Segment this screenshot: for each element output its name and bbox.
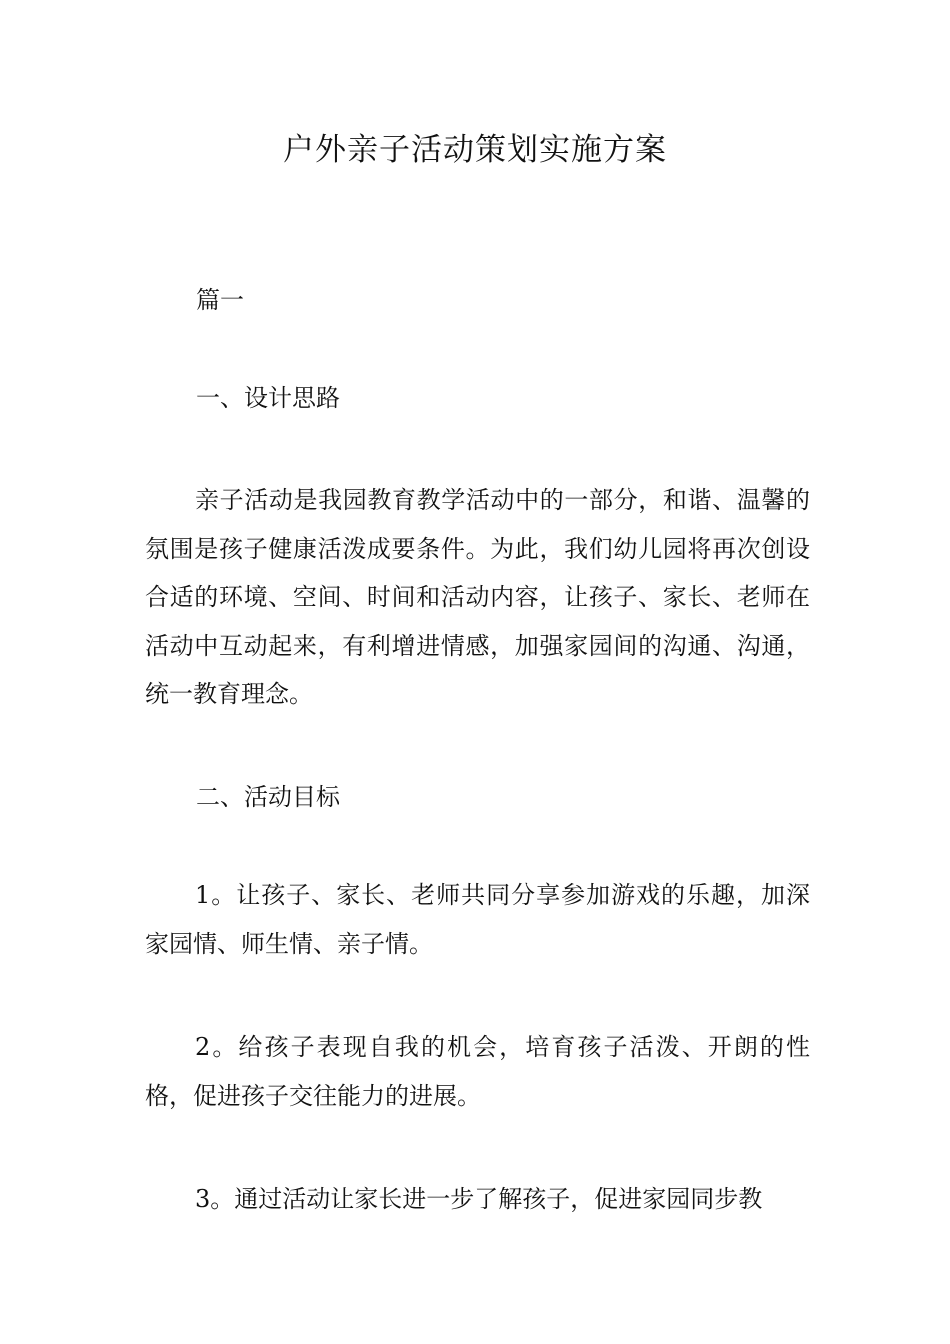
document-title: 户外亲子活动策划实施方案 [283,132,667,168]
part-label: 篇一 [196,286,244,314]
goal-item-1: 1。让孩子、家长、老师共同分享参加游戏的乐趣，加深家园情、师生情、亲子情。 [145,881,810,958]
section-heading-design: 一、设计思路 [196,384,340,412]
goal-item-3: 3。通过活动让家长进一步了解孩子，促进家园同步教 [195,1185,763,1213]
goal-item-2: 2。给孩子表现自我的机会，培育孩子活泼、开朗的性格，促进孩子交往能力的进展。 [145,1033,810,1110]
section-heading-goals: 二、活动目标 [196,783,340,811]
design-paragraph: 亲子活动是我园教育教学活动中的一部分，和谐、温馨的氛围是孩子健康活泼成要条件。为此，我们幼儿园将再次创设合适的环境、空间、时间和活动内容，让孩子、家长、老师在活动中互动起来，有利增进情感，加强家园间的沟通、沟通，统一教育理念。 [145,486,810,708]
